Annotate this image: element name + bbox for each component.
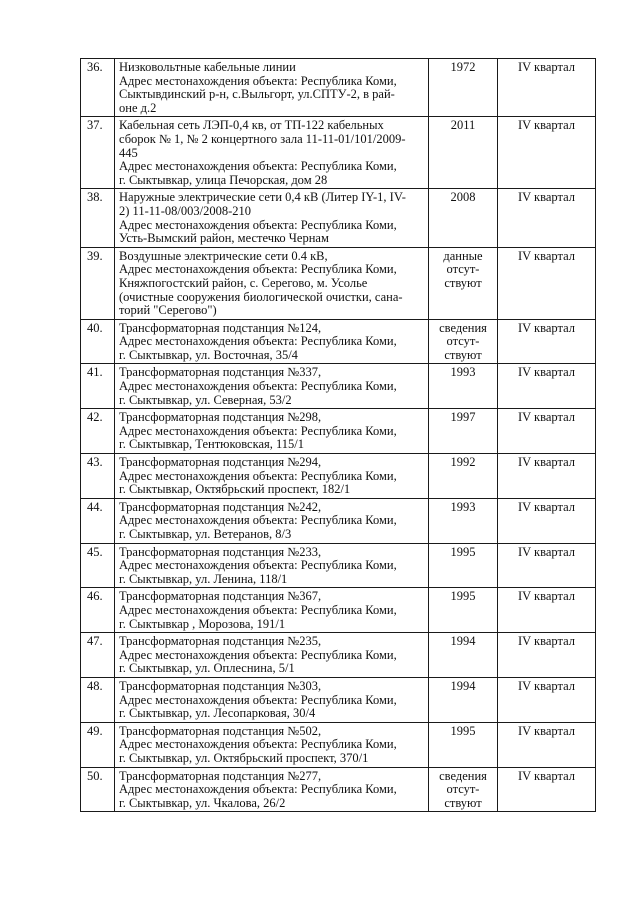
description-line: Трансформаторная подстанция №337, [119,365,322,380]
description-line: Сыктывдинский р-н, с.Выльгорт, ул.СПТУ-2, в рай- [119,87,395,102]
row-number: 42. [81,409,115,454]
quarter: IV квартал [498,543,596,588]
description-line: г. Сыктывкар, ул. Октябрьский проспект, 370/1 [119,750,369,765]
description-line: Адрес местонахождения объекта: Республика Коми, [119,73,397,88]
row-number: 50. [81,767,115,812]
table-row [81,409,596,454]
commission-year [429,247,498,319]
quarter: IV квартал [498,189,596,247]
year-line: ствуют [444,347,482,362]
description-line: г. Сыктывкар , Морозова, 191/1 [119,616,286,631]
object-description [115,319,429,364]
object-description [115,588,429,633]
description-line: Адрес местонахождения объекта: Республика Коми, [119,558,397,573]
year-line: 1972 [450,60,476,74]
description-line: г. Сыктывкар, ул. Ленина, 118/1 [119,571,288,586]
commission-year [429,767,498,812]
table-row [81,722,596,767]
row-number: 44. [81,498,115,543]
description-line: Адрес местонахождения объекта: Республика Коми, [119,782,397,797]
year-line: 1994 [450,678,476,693]
description-line: 2) 11-11-08/003/2008-210 [119,203,252,218]
description-line: Адрес местонахождения объекта: Республика Коми, [119,602,397,617]
commission-year [429,189,498,247]
object-description [115,498,429,543]
description-line: г. Сыктывкар, Октябрьский проспект, 182/1 [119,482,351,497]
commission-year [429,319,498,364]
quarter: IV квартал [498,59,596,117]
object-description [115,364,429,409]
row-number: 49. [81,722,115,767]
description-line: Адрес местонахождения объекта: Республика Коми, [119,737,397,752]
quarter: IV квартал [498,677,596,722]
table-row [81,454,596,499]
description-line: Адрес местонахождения объекта: Республика Коми, [119,159,397,174]
description-line: г. Сыктывкар, улица Печорская, дом 28 [119,172,328,187]
description-line: Адрес местонахождения объекта: Республика Коми, [119,468,397,483]
object-description [115,767,429,812]
table-row [81,364,596,409]
commission-year [429,454,498,499]
row-number: 39. [81,247,115,319]
commission-year [429,59,498,117]
year-line: ствуют [444,275,482,290]
year-line: отсут- [446,782,480,797]
year-line: данные [443,248,483,263]
quarter: IV квартал [498,364,596,409]
table-row [81,767,596,812]
description-line: Трансформаторная подстанция №242, [119,499,322,514]
quarter: IV квартал [498,117,596,189]
description-line: Адрес местонахождения объекта: Республика Коми, [119,647,397,662]
row-number: 38. [81,189,115,247]
object-description [115,454,429,499]
object-description [115,722,429,767]
row-number: 46. [81,588,115,633]
year-line: сведения [439,320,487,335]
quarter: IV квартал [498,767,596,812]
object-description [115,409,429,454]
table-row [81,588,596,633]
row-number: 45. [81,543,115,588]
object-description [115,543,429,588]
year-line: 1995 [450,589,476,604]
table-row [81,117,596,189]
commission-year [429,722,498,767]
object-description [115,189,429,247]
row-number: 40. [81,319,115,364]
row-number: 41. [81,364,115,409]
description-line: Кабельная сеть ЛЭП-0,4 кв, от ТП-122 кабельных [119,118,384,133]
object-description [115,677,429,722]
description-line: Трансформаторная подстанция №367, [119,589,322,604]
commission-year [429,543,498,588]
description-line: Трансформаторная подстанция №235, [119,634,322,649]
description-line: сборок № 1, № 2 концертного зала 11-11-01/101/2009- [119,131,406,146]
year-line: 2011 [450,118,476,133]
description-line: 445 [119,145,138,160]
description-line: Трансформаторная подстанция №294, [119,455,322,470]
description-line: г. Сыктывкар, ул. Северная, 53/2 [119,392,292,407]
quarter: IV квартал [498,319,596,364]
commission-year [429,677,498,722]
description-line: Наружные электрические сети 0,4 кВ (Литер IY-1, IV- [119,190,406,205]
commission-year [429,498,498,543]
description-line: торий "Серегово") [119,303,217,318]
year-line: 1993 [450,499,476,514]
year-line: ствуют [444,795,482,810]
description-line: Адрес местонахождения объекта: Республика Коми, [119,379,397,394]
row-number: 48. [81,677,115,722]
table-row [81,633,596,678]
year-line: отсут- [446,262,480,277]
quarter: IV квартал [498,247,596,319]
commission-year [429,364,498,409]
description-line: г. Сыктывкар, ул. Оплеснина, 5/1 [119,661,295,676]
description-line: Воздушные электрические сети 0.4 кВ, [119,248,328,263]
year-line: 1992 [450,455,476,470]
description-line: г. Сыктывкар, ул. Ветеранов, 8/3 [119,527,292,541]
quarter: IV квартал [498,498,596,543]
row-number: 47. [81,633,115,678]
commission-year [429,117,498,189]
year-line: сведения [439,768,487,783]
year-line: 1995 [450,544,476,559]
description-line: Княжпогостский район, с. Серегово, м. Усолье [119,275,368,290]
description-line: Трансформаторная подстанция №124, [119,320,322,335]
year-line: 1993 [450,365,476,380]
year-line: отсут- [446,334,480,349]
quarter: IV квартал [498,588,596,633]
table-row [81,543,596,588]
year-line: 1995 [450,723,476,738]
year-line: 2008 [450,190,476,205]
description-line: г. Сыктывкар, ул. Лесопарковая, 30/4 [119,706,316,721]
table-row [81,677,596,722]
commission-year [429,588,498,633]
quarter: IV квартал [498,722,596,767]
table-row [81,247,596,319]
description-line: Низковольтные кабельные линии [119,60,296,74]
quarter: IV квартал [498,454,596,499]
quarter: IV квартал [498,633,596,678]
description-line: Трансформаторная подстанция №298, [119,410,322,425]
row-number: 37. [81,117,115,189]
table-body [81,59,596,812]
description-line: Адрес местонахождения объекта: Республика Коми, [119,423,397,438]
description-line: г. Сыктывкар, ул. Чкалова, 26/2 [119,795,286,810]
table-row [81,189,596,247]
description-line: Трансформаторная подстанция №233, [119,544,322,559]
commission-year [429,409,498,454]
description-line: Трансформаторная подстанция №277, [119,768,322,783]
row-number: 36. [81,59,115,117]
object-description [115,117,429,189]
object-description [115,59,429,117]
description-line: (очистные сооружения биологической очистки, сана- [119,289,403,304]
object-description [115,247,429,319]
table-row [81,498,596,543]
table-row [81,319,596,364]
description-line: г. Сыктывкар, Тентюковская, 115/1 [119,437,305,452]
quarter: IV квартал [498,409,596,454]
description-line: Трансформаторная подстанция №303, [119,678,322,693]
description-line: Трансформаторная подстанция №502, [119,723,322,738]
year-line: 1997 [450,410,476,425]
description-line: г. Сыктывкар, ул. Восточная, 35/4 [119,347,298,362]
row-number: 43. [81,454,115,499]
object-description [115,633,429,678]
table-row [81,59,596,117]
commission-year [429,633,498,678]
description-line: Адрес местонахождения объекта: Республика Коми, [119,513,397,528]
description-line: Адрес местонахождения объекта: Республика Коми, [119,334,397,349]
description-line: Адрес местонахождения объекта: Республика Коми, [119,262,397,277]
objects-table [80,58,596,812]
description-line: Усть-Вымский район, местечко Чернам [119,231,329,246]
year-line: 1994 [450,634,476,649]
description-line: оне д.2 [119,100,157,115]
description-line: Адрес местонахождения объекта: Республика Коми, [119,692,397,707]
description-line: Адрес местонахождения объекта: Республика Коми, [119,217,397,232]
